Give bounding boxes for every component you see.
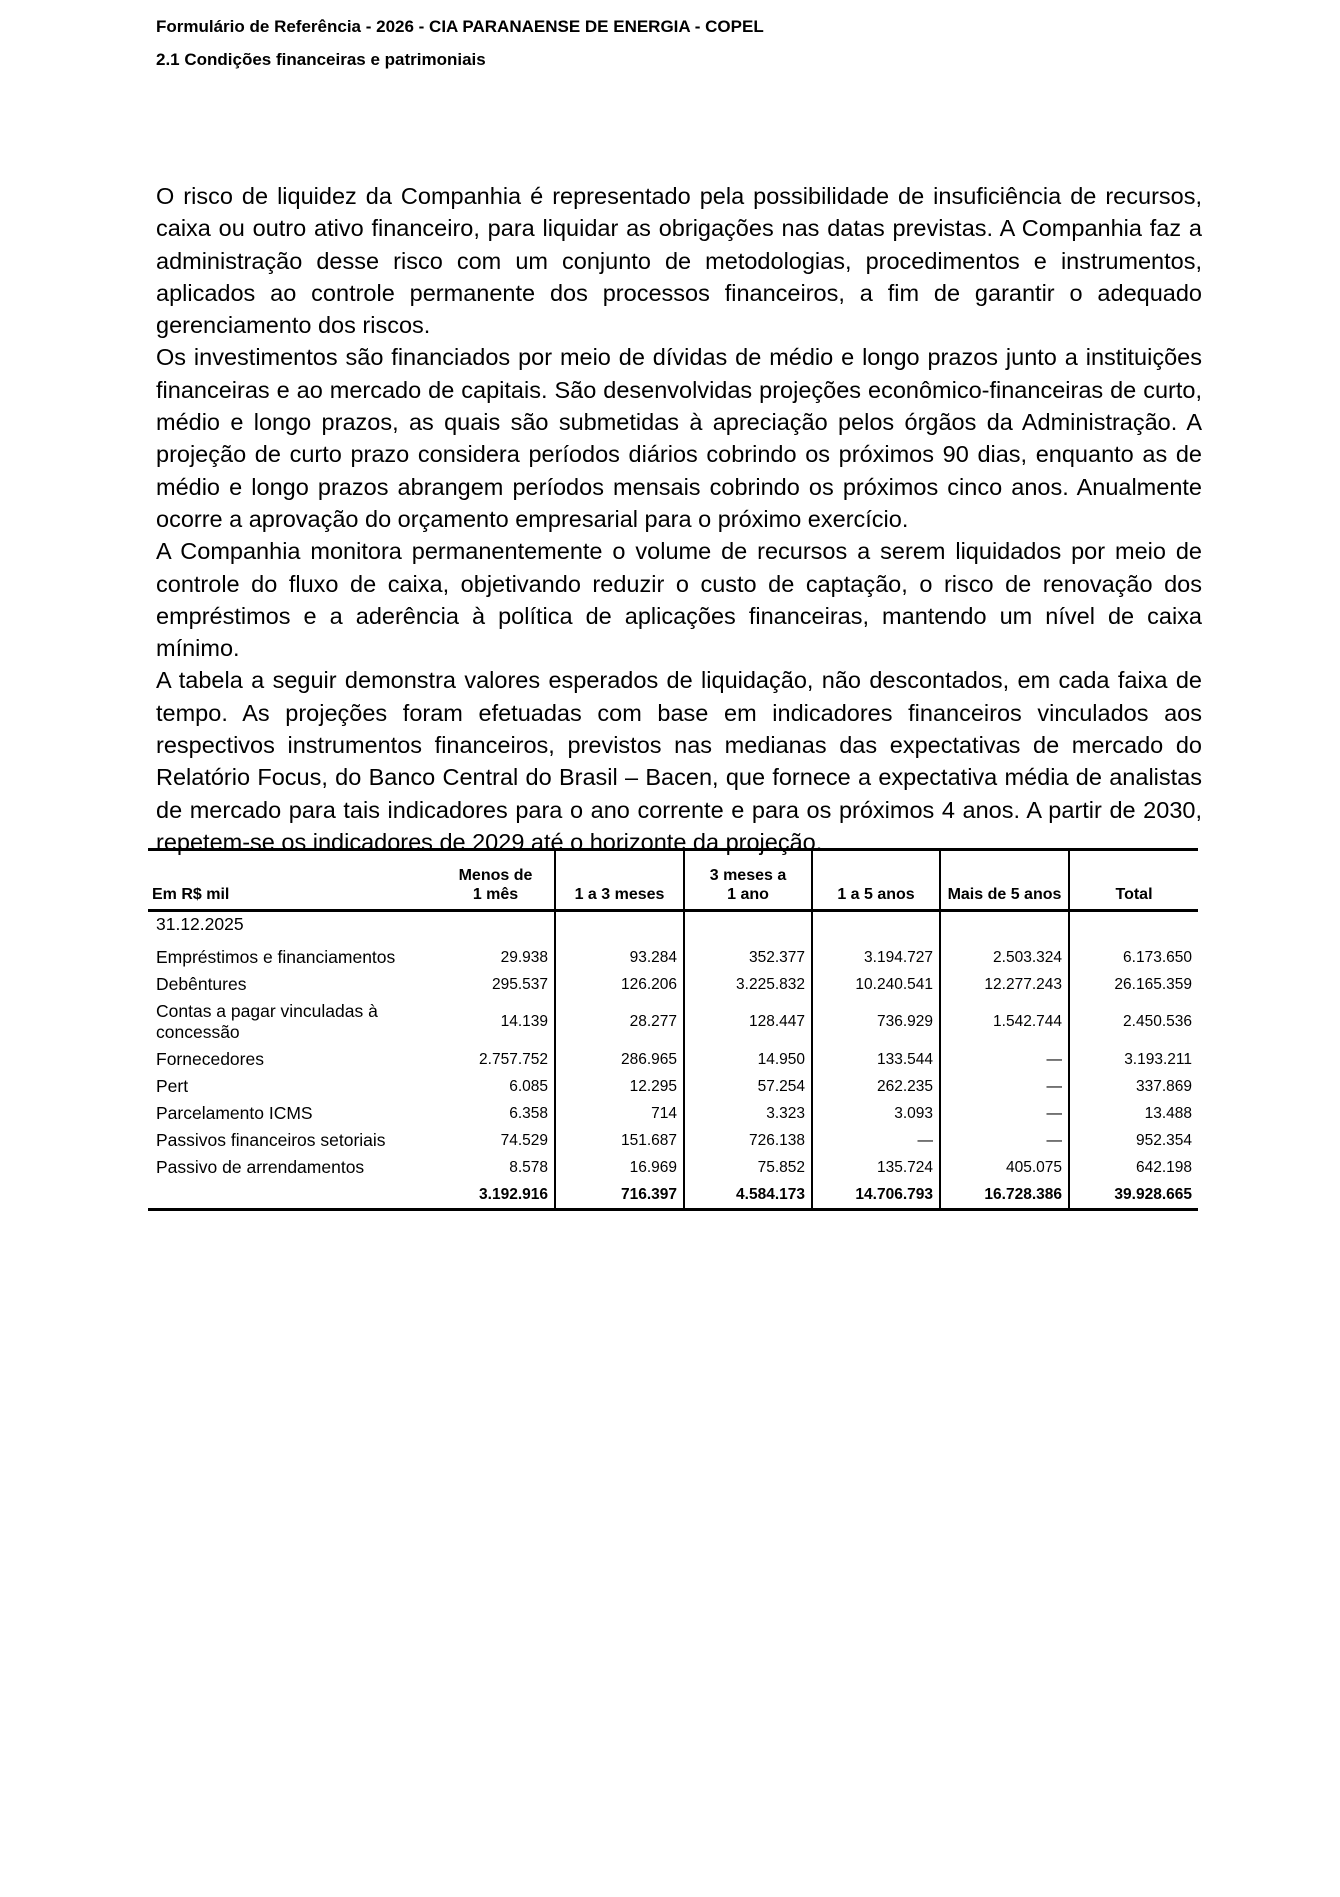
- page-header: [156, 16, 764, 71]
- table-cell: 14.139: [500, 1013, 548, 1030]
- paragraph: O risco de liquidez da Companhia é representado pela possibilidade de insuficiência de recursos, caixa ou outro ativo financeiro, para liquidar as obrigações nas datas previstas. A Companhia faz a administração desse risco com um conjunto de metodologias, procedimentos e instrumentos, aplicados ao controle permanente dos processos financeiros, a fim de garantir o adequado gerenciamento dos riscos.: [156, 183, 1202, 339]
- table-row: [148, 998, 1198, 1046]
- table-row: [148, 1100, 1198, 1127]
- table-cell: 295.537: [491, 975, 548, 993]
- table-row: [148, 944, 1198, 971]
- table-cell: —: [940, 1127, 1069, 1154]
- table-cell: 26.165.359: [1069, 971, 1198, 998]
- table-cell: 16.969: [555, 1154, 684, 1181]
- table-cell: 3.194.727: [812, 944, 940, 971]
- table-cell: 6.358: [509, 1104, 548, 1122]
- table-cell: 714: [555, 1100, 684, 1127]
- row-label: Contas a pagar vinculadas à concessão: [156, 1001, 378, 1042]
- table-cell: 4.584.173: [684, 1181, 812, 1210]
- header-1-to-5-years: 1 a 5 anos: [812, 850, 940, 911]
- date-label: 31.12.2025: [156, 914, 244, 934]
- table-cell: 286.965: [555, 1046, 684, 1073]
- table-cell: 13.488: [1069, 1100, 1198, 1127]
- table-cell: —: [940, 1100, 1069, 1127]
- header-unit: Em R$ mil: [148, 850, 437, 911]
- table-cell: 952.354: [1069, 1127, 1198, 1154]
- table-cell: 29.938: [500, 948, 548, 966]
- table-row: [148, 1073, 1198, 1100]
- header-title: Formulário de Referência - 2026 - CIA PARANAENSE DE ENERGIA - COPEL: [156, 17, 764, 36]
- table-cell: 2.503.324: [940, 944, 1069, 971]
- paragraph: A tabela a seguir demonstra valores esperados de liquidação, não descontados, em cada faixa de tempo. As projeções foram efetuadas com base em indicadores financeiros vinculados aos respectivos instrumentos financeiros, previstos nas medianas das expectativas de mercado do Relatório Focus, do Banco Central do Brasil – Bacen, que fornece a expectativa média de analistas de mercado para tais indicadores para o ano corrente e para os próximos 4 anos. A partir de 2030, repetem-se os indicadores de 2029 até o horizonte da projeção.: [156, 667, 1202, 855]
- header-less-than-1-month: Menos de 1 mês: [437, 850, 555, 911]
- liquidity-table-container: [148, 848, 1198, 1211]
- table-cell: 14.706.793: [812, 1181, 940, 1210]
- row-label: Empréstimos e financiamentos: [156, 947, 396, 967]
- table-cell: 16.728.386: [940, 1181, 1069, 1210]
- table-cell: 8.578: [509, 1158, 548, 1176]
- table-cell: 716.397: [555, 1181, 684, 1210]
- table-row: [148, 971, 1198, 998]
- table-row: [148, 1154, 1198, 1181]
- header-over-5-years: Mais de 5 anos: [940, 850, 1069, 911]
- table-cell: 6.085: [509, 1077, 548, 1095]
- table-cell: 405.075: [940, 1154, 1069, 1181]
- table-cell: 10.240.541: [812, 971, 940, 998]
- table-cell: 262.235: [812, 1073, 940, 1100]
- table-cell: 39.928.665: [1069, 1181, 1198, 1210]
- date-row: [148, 911, 1198, 945]
- table-cell: 736.929: [812, 998, 940, 1046]
- table-cell: 3.193.211: [1069, 1046, 1198, 1073]
- table-cell: 6.173.650: [1069, 944, 1198, 971]
- row-label: Parcelamento ICMS: [156, 1103, 313, 1123]
- table-cell: —: [812, 1127, 940, 1154]
- table-cell: 126.206: [555, 971, 684, 998]
- table-cell: 74.529: [500, 1131, 548, 1149]
- table-row: [148, 1046, 1198, 1073]
- table-cell: 1.542.744: [940, 998, 1069, 1046]
- table-row: [148, 1127, 1198, 1154]
- header-1-to-3-months: 1 a 3 meses: [555, 850, 684, 911]
- table-cell: 128.447: [684, 998, 812, 1046]
- table-cell: 133.544: [812, 1046, 940, 1073]
- table-cell: 352.377: [684, 944, 812, 971]
- liquidity-table: [148, 848, 1198, 1211]
- table-cell: 135.724: [812, 1154, 940, 1181]
- row-label: Passivos financeiros setoriais: [156, 1130, 386, 1150]
- table-cell: 2.757.752: [479, 1050, 548, 1068]
- row-label: Pert: [156, 1076, 189, 1096]
- section-title: 2.1 Condições financeiras e patrimoniais: [156, 50, 486, 69]
- table-header-row: [148, 850, 1198, 911]
- table-cell: 3.093: [812, 1100, 940, 1127]
- table-cell: 57.254: [684, 1073, 812, 1100]
- row-label: Debêntures: [156, 974, 247, 994]
- table-cell: 2.450.536: [1069, 998, 1198, 1046]
- row-label: Passivo de arrendamentos: [156, 1157, 365, 1177]
- paragraph: Os investimentos são financiados por meio de dívidas de médio e longo prazos junto a instituições financeiras e ao mercado de capitais. São desenvolvidas projeções econômico-financeiras de curto, médio e longo prazos, as quais são submetidas à apreciação pelos órgãos da Administração. A projeção de curto prazo considera períodos diários cobrindo os próximos 90 dias, enquanto as de médio e longo prazos abrangem períodos mensais cobrindo os próximos cinco anos. Anualmente ocorre a aprovação do orçamento empresarial para o próximo exercício.: [156, 344, 1202, 532]
- table-cell: 14.950: [684, 1046, 812, 1073]
- table-cell: 726.138: [684, 1127, 812, 1154]
- body-text: [156, 180, 1202, 858]
- table-cell: 337.869: [1069, 1073, 1198, 1100]
- paragraph: A Companhia monitora permanentemente o volume de recursos a serem liquidados por meio de controle do fluxo de caixa, objetivando reduzir o custo de captação, o risco de renovação dos empréstimos e a aderência à política de aplicações financeiras, mantendo um nível de caixa mínimo.: [156, 538, 1202, 662]
- table-cell: 12.277.243: [940, 971, 1069, 998]
- header-total: Total: [1069, 850, 1198, 911]
- table-cell: 3.192.916: [437, 1181, 555, 1210]
- table-cell: 28.277: [555, 998, 684, 1046]
- total-row: [148, 1181, 1198, 1210]
- table-cell: —: [940, 1073, 1069, 1100]
- table-cell: —: [940, 1046, 1069, 1073]
- table-cell: 3.225.832: [684, 971, 812, 998]
- table-cell: 93.284: [555, 944, 684, 971]
- table-cell: 151.687: [555, 1127, 684, 1154]
- table-cell: 75.852: [684, 1154, 812, 1181]
- table-cell: 3.323: [684, 1100, 812, 1127]
- row-label: Fornecedores: [156, 1049, 264, 1069]
- table-cell: 642.198: [1069, 1154, 1198, 1181]
- table-cell: 12.295: [555, 1073, 684, 1100]
- header-3-months-to-1-year: 3 meses a 1 ano: [684, 850, 812, 911]
